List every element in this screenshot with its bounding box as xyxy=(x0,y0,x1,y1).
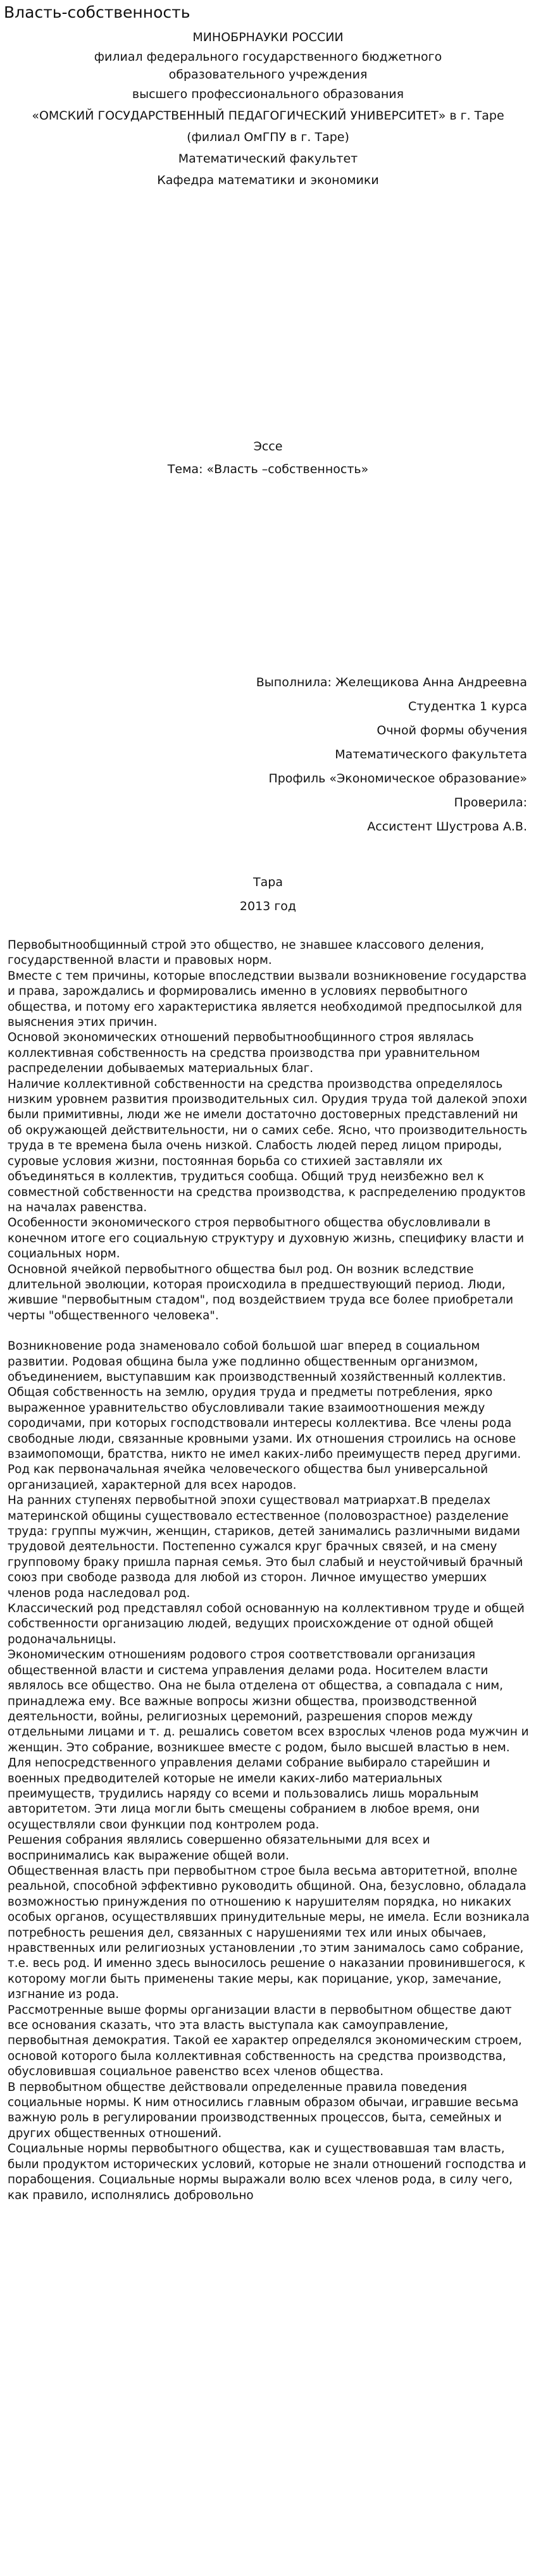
paragraph: Рассмотренные выше формы организации власти в первобытном обществе дают все основания сказать, что эта власть выступала как самоуправление, первобытная демократия. Такой ее характер определялся экономическим строем, основой которого была коллективная собственность на средства производства, обусловившая социальное равенство всех членов общества. xyxy=(8,2003,522,2079)
paragraph: На ранних ступенях первобытной эпохи существовал матриархат.В пределах материнской общины существовало естественное (половозрастное) разделение труда: группы мужчин, женщин, стариков, детей занимались различными видами трудовой деятельности. Постепенно сужался круг брачных связей, и на смену групповому браку пришла парная семья. Это был слабый и неустойчивый брачный союз при свободе развода для любой из сторон. Личное имущество умерших членов рода наследовал род. xyxy=(8,1494,523,1600)
paragraph: Классический род представлял собой основанную на коллективном труде и общей собственности организацию людей, ведущих происхождение от одной общей родоначальницы. xyxy=(8,1602,525,1646)
reviewer-label: Проверила: xyxy=(454,796,527,810)
essay-heading xyxy=(0,435,536,481)
reviewer-name: Ассистент Шустрова А.В. xyxy=(367,820,527,834)
paragraph: Социальные нормы первобытного общества, как и существовавшая там власть, были продуктом исторических условий, которые не знали отношений господства и порабощения. Социальные нормы выражали волю всех членов рода, в силу чего, как правило, исполнялись добровольно xyxy=(8,2142,527,2202)
paragraph: Основной ячейкой первобытного общества был род. Он возник вследствие длительной эволюции, которая происходила в предшествующий период. Люди, жившие "первобытным стадом", под воздействием труда все более приобретали черты "общественного человека". xyxy=(8,1262,514,1322)
essay-kind: Эссе xyxy=(253,440,283,453)
document-title: Власть-собственность xyxy=(4,3,190,22)
paragraph-gap xyxy=(8,1324,530,1339)
paragraph: Вместе с тем причины, которые впоследствии вызвали возникновение государства и права, зарождались и формировались именно в условиях первобытного общества, и потому его характеристика является необходимой предпосылкой для выяснения этих причин. xyxy=(8,969,527,1030)
paragraph: Наличие коллективной собственности на средства производства определялось низким уровнем развития производительных сил. Орудия труда той далекой эпохи были примитивны, люди же не имели достаточно достоверных представлений ни об окружающей действительности, ни о самих себе. Ясно, что производительность труда в те времена была очень низкой. Слабость людей перед лицом природы, суровые условия жизни, постоянная борьба со стихией заставляли их объединяться в коллектив, трудиться сообща. Общий труд неизбежно вел к совместной собственности на средства производства, к распределению продуктов на началах равенства. xyxy=(8,1077,528,1214)
year: 2013 год xyxy=(239,899,297,913)
author-profile: Профиль «Экономическое образование» xyxy=(268,772,527,786)
place-and-year xyxy=(0,870,536,918)
author-block xyxy=(256,670,527,839)
paragraph: Решения собрания являлись совершенно обязательными для всех и воспринимались как выражение общей воли. xyxy=(8,1833,430,1863)
department-line: Кафедра математики и экономики xyxy=(157,173,379,187)
branch-line: филиал федерального государственного бюджетного образовательного учреждения xyxy=(94,50,442,82)
city: Тара xyxy=(253,875,283,889)
paragraph: В первобытном обществе действовали определенные правила поведения социальные нормы. К ним относились главным образом обычаи, игравшие весьма важную роль в регулировании производственных процессов, быта, семейных и других общественных отношений. xyxy=(8,2080,519,2140)
essay-body xyxy=(8,938,530,2203)
paragraph: Особенности экономического строя первобытного общества обусловливали в конечном итоге его социальную структуру и духовную жизнь, специфику власти и социальных норм. xyxy=(8,1216,525,1261)
author-course: Студентка 1 курса xyxy=(408,699,527,713)
branch-short-line: (филиал ОмГПУ в г. Таре) xyxy=(187,130,349,144)
university-line: «ОМСКИЙ ГОСУДАРСТВЕННЫЙ ПЕДАГОГИЧЕСКИЙ УНИВЕРСИТЕТ» в г. Таре xyxy=(32,109,504,123)
education-level-line: высшего профессионального образования xyxy=(132,87,404,101)
paragraph: Возникновение рода знаменовало собой большой шаг вперед в социальном развитии. Родовая община была уже подлинно общественным организмом, объединением, выступавшим как производственный хозяйственный коллектив. Общая собственность на землю, орудия труда и предметы потребления, ярко выраженное уравнительство обусловливали такие взаимоотношения между сородичами, при которых господствовали интересы коллектива. Все члены рода свободные люди, связанные кровными узами. Их отношения строились на основе взаимопомощи, братства, никто не имел каких-либо преимуществ перед другими. Род как первоначальная ячейка человеческого общества был универсальной организацией, характерной для всех народов. xyxy=(8,1340,521,1492)
paragraph: Экономическим отношениям родового строя соответствовали организация общественной власти и система управления делами рода. Носителем власти являлось все общество. Она не была отделена от общества, а совпадала с ним, принадлежа ему. Все важные вопросы жизни общества, производственной деятельности, войны, религиозных церемоний, разрешения споров между отдельными лицами и т. д. решались советом всех взрослых членов рода мужчин и женщин. Это собрание, возникшее вместе с родом, было высшей властью в нем. Для непосредственного управления делами собрание выбирало старейшин и военных предводителей которые не имели каких-либо материальных преимуществ, трудились наряду со всеми и пользовались лишь моральным авторитетом. Эти лица могли быть смещены собранием в любое время, они осуществляли свои функции под контролем рода. xyxy=(8,1648,529,1832)
faculty-line: Математический факультет xyxy=(178,152,358,166)
essay-topic: Тема: «Власть –собственность» xyxy=(167,462,369,476)
author-study-form: Очной формы обучения xyxy=(377,724,527,737)
institution-header xyxy=(0,27,536,191)
ministry-line: МИНОБРНАУКИ РОССИИ xyxy=(192,30,344,44)
paragraph: Первобытнообщинный строй это общество, не знавшее классового деления, государственной власти и правовых норм. xyxy=(8,939,485,968)
paragraph: Общественная власть при первобытном строе была весьма авторитетной, вполне реальной, способной эффективно руководить общиной. Она, безусловно, обладала возможностью принуждения по отношению к нарушителям порядка, но никаких особых органов, осуществлявших принудительные меры, не имела. Если возникала потребность решения дел, связанных с нарушениями тех или иных обычаев, нравственных или религиозных установлении ,то этим занималось само собрание, т.е. весь род. И именно здесь выносилось решение о наказании провинившегося, к которому могли быть применены такие меры, как порицание, укор, замечание, изгнание из рода. xyxy=(8,1864,530,2002)
author-name: Выполнила: Желещикова Анна Андреевна xyxy=(256,675,527,689)
author-faculty: Математического факультета xyxy=(335,748,527,761)
paragraph: Основой экономических отношений первобытнообщинного строя являлась коллективная собственность на средства производства при уравнительном распределении добываемых материальных благ. xyxy=(8,1031,480,1076)
